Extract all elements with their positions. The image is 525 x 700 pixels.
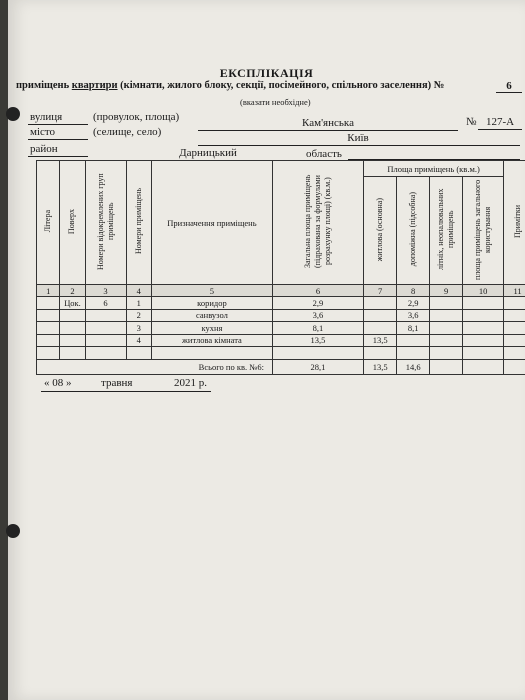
street-value-line [198,130,458,131]
subtitle-prefix: приміщень [16,80,72,91]
city-label-line [28,139,88,140]
header-auxiliary: допоміжна (підсобна) [397,177,430,285]
total-living-value: 13,5 [363,359,396,374]
table-row: Цок. 6 1 коридор 2,9 2,9 [37,297,525,310]
subtitle-underlined: квартири [71,80,118,91]
column-numbers-row: 1 2 3 4 5 6 7 8 9 10 11 [37,285,525,297]
document-subtitle [16,80,444,91]
punch-hole [6,107,20,121]
total-aux-value: 14,6 [397,359,430,374]
date-line [41,391,211,392]
header-notes: Примітки [504,161,525,285]
table-row: 3 кухня 8,1 8,1 [37,322,525,335]
punch-hole [6,524,20,538]
city-hint: (селище, село) [93,126,162,138]
date-year: 2021 р. [173,377,207,389]
house-number: 127-А [485,116,515,128]
date-month: травня [101,377,133,389]
header-liter: Літера [37,161,60,285]
city-value-line [198,145,520,146]
header-group-numbers: Номери відокремлених груп приміщень [85,161,126,285]
street-hint: (провулок, площа) [93,111,180,123]
house-number-line [478,129,522,130]
header-summer: літніх, неопалювальних приміщень [429,177,462,285]
header-total-area: Загальна площа приміщень (підрахована за формулами розрахунку площі) (кв.м.) [272,161,363,285]
city-label: місто [30,126,56,138]
apartment-number: 6 [496,80,522,93]
district-label-line [28,156,88,157]
city-value: Київ [347,132,369,144]
date-day: « 08 » [44,377,72,389]
street-value: Кам'янська [302,117,354,129]
document-sheet [8,0,525,700]
district-label: район [30,143,58,155]
document-date [44,377,207,389]
oblast-label: область [306,148,342,160]
explication-table [36,160,525,375]
subtitle-rest: (кімнати, жилого блоку, секції, посімейного, спільного заселення) № [117,80,445,91]
house-prefix: № [466,116,477,128]
table-row: 4 житлова кімната 13,5 13,5 [37,334,525,347]
header-floor: Поверх [60,161,85,285]
table-row [37,347,525,360]
total-area-value: 28,1 [272,359,363,374]
street-label: вулиця [30,111,63,123]
document-title: ЕКСПЛІКАЦІЯ [219,66,314,80]
header-living: житлова (основна) [363,177,396,285]
header-purpose: Призначення приміщень [151,161,272,285]
district-value: Дарницький [179,147,237,159]
header-common: площа приміщень загального користування [463,177,504,285]
header-room-numbers: Номери приміщень [126,161,151,285]
table-row: 2 санвузол 3,6 3,6 [37,309,525,322]
total-label: Всього по кв. №6: [37,359,273,374]
street-label-line [28,124,88,125]
header-area-group: Площа приміщень (кв.м.) [363,161,503,177]
total-row [37,359,525,374]
hint-text: (вказати необхідне) [240,97,311,107]
